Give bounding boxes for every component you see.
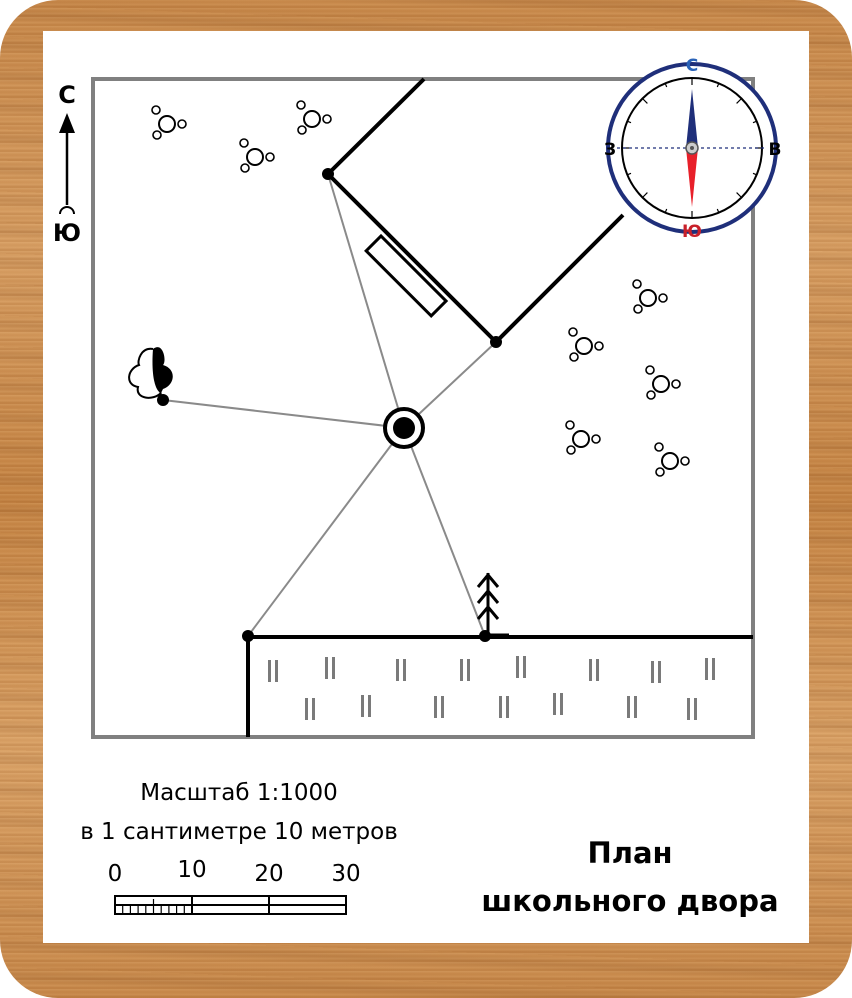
scale-bar	[115, 896, 346, 914]
scale-tick-label: 30	[331, 861, 361, 887]
compass-north-label: С	[685, 56, 699, 76]
school-yard-plan	[43, 31, 809, 943]
map-paper	[43, 31, 809, 943]
sight-lines	[163, 174, 496, 636]
north-arrow-bottom-label: Ю	[52, 219, 82, 247]
scale-tick-label: 20	[254, 861, 284, 887]
map-title-line-2: школьного двора	[481, 884, 779, 918]
scale-tick-label: 10	[177, 857, 207, 883]
compass-west-label: З	[603, 140, 617, 160]
compass-east-label: В	[768, 140, 782, 160]
scale-description: в 1 сантиметре 10 метров	[80, 819, 398, 845]
compass-south-label: Ю	[682, 222, 702, 242]
scale-label: Масштаб 1:1000	[140, 780, 338, 806]
observation-point-icon	[385, 409, 423, 447]
deciduous-tree-icon	[129, 347, 173, 398]
map-title-line-1: План	[587, 836, 673, 870]
school-entrance	[366, 236, 446, 316]
meadow-marks	[268, 656, 715, 720]
school-building	[328, 79, 623, 342]
scale-tick-label: 0	[107, 861, 123, 887]
compass-icon	[608, 64, 776, 232]
fence	[248, 637, 753, 737]
north-arrow-icon	[59, 113, 75, 214]
north-arrow-top-label: С	[58, 81, 76, 109]
conifer-tree-icon	[478, 573, 509, 635]
